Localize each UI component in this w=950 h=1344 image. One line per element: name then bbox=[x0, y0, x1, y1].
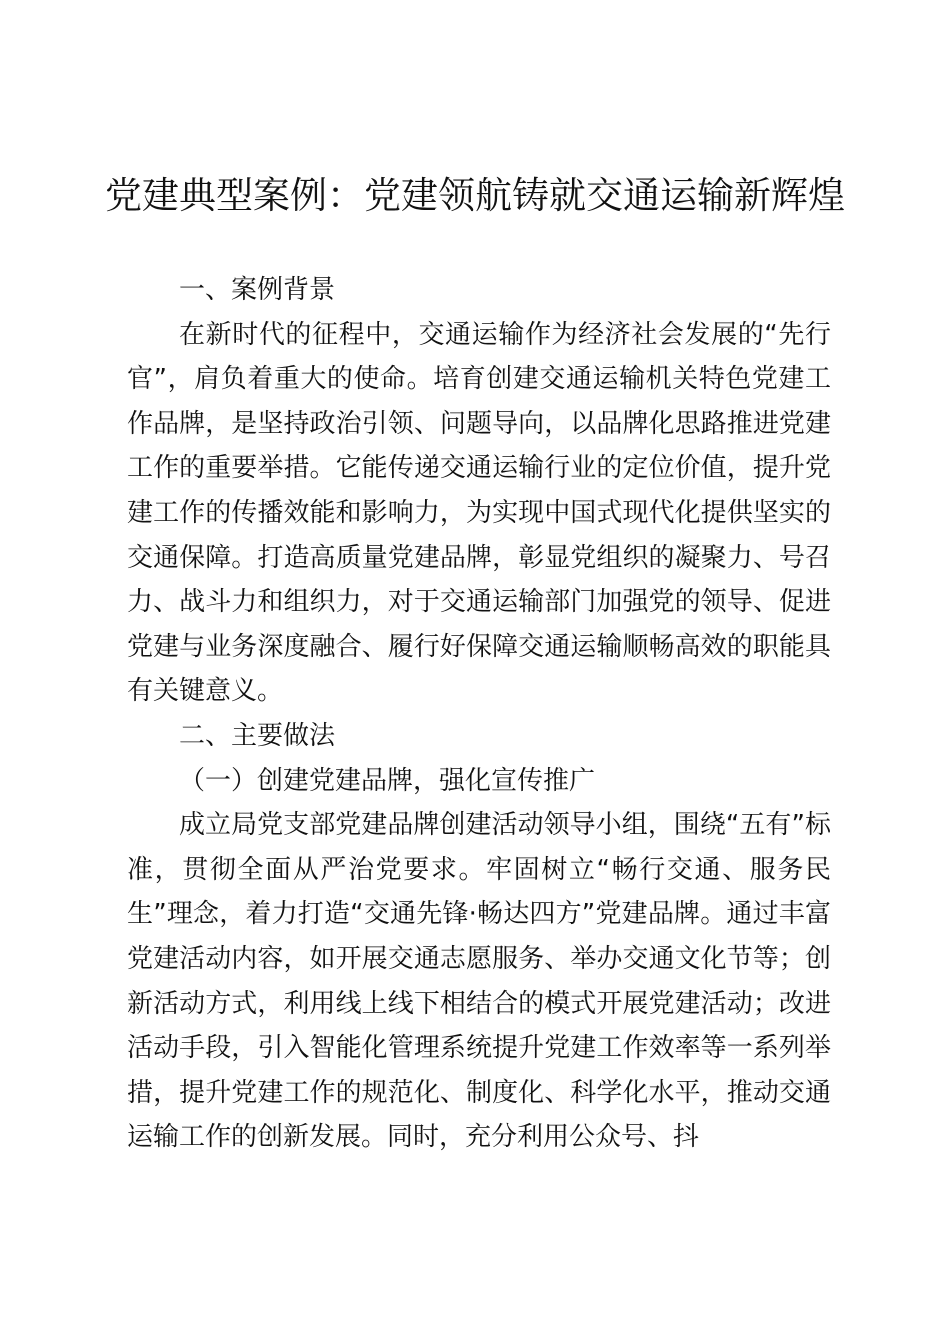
paragraph-background: 在新时代的征程中，交通运输作为经济社会发展的“先行官”，肩负着重大的使命。培育创建交通运输机关特色党建工作品牌，是坚持政治引领、问题导向，以品牌化思路推进党建工作的重要举措。它能传递交通运输行业的定位价值，提升党建工作的传播效能和影响力，为实现中国式现代化提供坚实的交通保障。打造高质量党建品牌，彰显党组织的凝聚力、号召力、战斗力和组织力，对于交通运输部门加强党的领导、促进党建与业务深度融合、履行好保障交通运输顺畅高效的职能具有关键意义。 bbox=[127, 319, 831, 707]
document-body bbox=[127, 268, 831, 1160]
subsection-heading-brand: （一）创建党建品牌，强化宣传推广 bbox=[179, 765, 596, 796]
section-heading-methods: 二、主要做法 bbox=[179, 720, 336, 751]
paragraph-brand: 成立局党支部党建品牌创建活动领导小组，围绕“五有”标准，贯彻全面从严治党要求。牢固树立“畅行交通、服务民生”理念，着力打造“交通先锋·畅达四方”党建品牌。通过丰富党建活动内容，如开展交通志愿服务、举办交通文化节等；创新活动方式，利用线上线下相结合的模式开展党建活动；改进活动手段，引入智能化管理系统提升党建工作效率等一系列举措，提升党建工作的规范化、制度化、科学化水平，推动交通运输工作的创新发展。同时，充分利用公众号、抖 bbox=[127, 810, 831, 1153]
section-heading-background: 一、案例背景 bbox=[179, 275, 336, 305]
document-title: 党建典型案例：党建领航铸就交通运输新辉煌 bbox=[105, 174, 845, 217]
